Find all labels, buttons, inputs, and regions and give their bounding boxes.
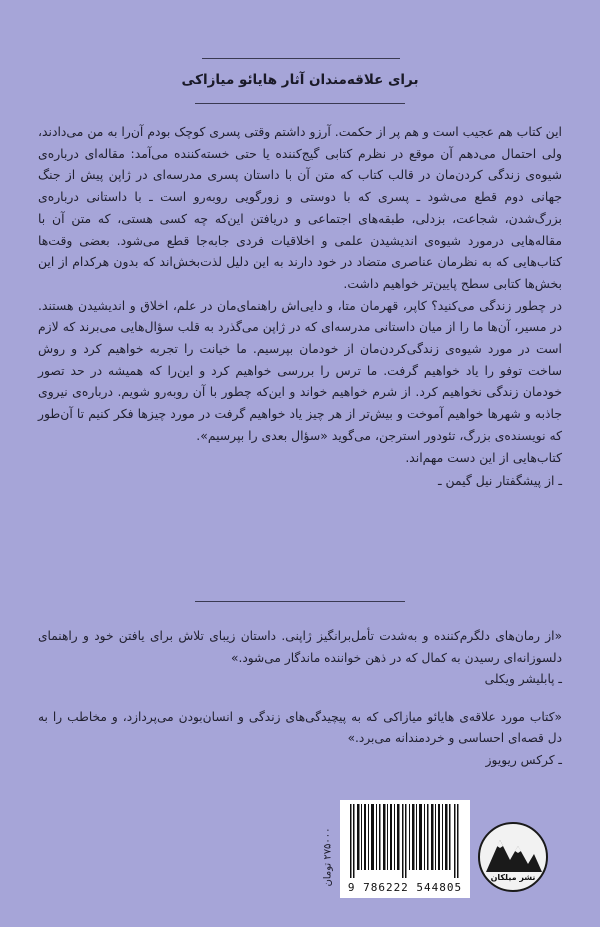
top-divider: [202, 58, 400, 59]
text-line: دریافتن این‌که چه کسی هستی، که متن آن با مقاله‌هایی درمورد شیوه‌ی اندیشیدن علمی و: [38, 210, 563, 248]
price-text: ۲۷۵۰۰۰ تومان: [322, 827, 334, 887]
text-line: خواند و این‌که چطور با آن روبه‌رو شویم. درباره‌ی نیروی جاذبه و شهرها خواهیم آموخت: [38, 384, 562, 422]
text-line: و بیش‌تر از هر چیز یاد خواهیم گرفت در مورد چیزها فکر کنیم تا آن‌طور که نویسنده‌ی: [38, 406, 562, 443]
text-line: خیانت را تجربه خواهیم کرد و روش ساخت توفو را یاد خواهیم گرفت. ما ترس را بررسی: [38, 341, 562, 378]
publisher-logo: [478, 822, 548, 892]
text-line: در چطور زندگی می‌کنید؟ کاپر، قهرمان متا، و دایی‌اش راهنمای‌مان در علم، اخلاق و: [129, 297, 562, 313]
text-line: کتاب‌هایی از این دست مهم‌اند.: [405, 449, 562, 465]
publisher-name: نشر میلکان: [490, 873, 536, 882]
text-line: خواهیم کرد و این‌را که همیشه در حد تصور خودمان زندگی نخواهیم کرد. از شرم خواهیم: [38, 362, 562, 400]
text-line: به من می‌دادند، ولی احتمال می‌دهم آن موقع در نظرم کتابی گیج‌کننده یا حتی خسته‌کننده: [38, 124, 562, 161]
intro-paragraph: [38, 121, 562, 295]
quote-publishers-weekly: [38, 626, 562, 691]
text-line: متضاد در خود دارند به این دلیل لذت‌بخش‌اند که بدون هرکدام از این بخش‌ها کتابی سطح: [38, 254, 562, 291]
middle-divider: [195, 601, 405, 602]
text-line: پایین‌تر خواهیم داشت.: [343, 275, 457, 291]
barcode-number: 9 786222 544805: [347, 881, 463, 894]
text-line: سؤال‌هایی می‌برند که لازم است در مورد شیوه‌ی زندگی‌کردن‌مان از خودمان بپرسیم. ما: [38, 319, 562, 357]
text-line: «از رمان‌های دلگرم‌کننده و به‌شدت تأمل‌برانگیز ژاپنی. داستان زیبای تلاش برای یافتن خود: [94, 629, 563, 643]
text-line: می‌آمد: مقاله‌ای درباره‌ی شیوه‌ی زندگی کردن‌مان در قالب کتاب که متن آن با داستان پسری: [38, 145, 562, 183]
text-line: «کتاب مورد علاقه‌ی هایائو میازاکی که به پیچیدگی‌های زندگی و انسان‌بودن می‌پردازد،: [122, 709, 562, 724]
text-line: مدرسه‌ای در ژاپن پیش از جنگ جهانی دوم قطع می‌شود ـ پسری که با دوستی و زورگویی: [38, 167, 562, 205]
text-line: این کتاب هم عجیب است و هم پر از حکمت. آرزو داشتم وقتی پسری کوچک بودم آن‌را: [121, 124, 562, 139]
quote-source: ـ کرکس ریویوز: [485, 752, 562, 767]
heading-divider: [195, 103, 405, 104]
main-text: [38, 121, 562, 492]
text-line: اخلاقیات فردی جابه‌جا قطع می‌شود. بعضی وقت‌ها کتاب‌هایی که به نظرمان عناصری: [38, 232, 562, 270]
review-quotes: [38, 626, 562, 771]
body-paragraph: [38, 295, 562, 469]
text-line: روبه‌رو است ـ با داستانی درباره‌ی بزرگ‌شدن، شجاعت، بزدلی، طبقه‌های اجتماعی و: [38, 189, 562, 226]
barcode: [340, 800, 470, 898]
quote-text: [38, 626, 562, 669]
text-line: اندیشیدن هستند. در مسیر، آن‌ها ما را از میان داستانی مدرسه‌ای که در ژاپن می‌گذرد به قلب: [38, 297, 562, 335]
text-line: بزرگ، تئودور استرجن، می‌گوید «سؤال بعدی را بپرسیم».: [196, 427, 491, 443]
preface-attribution: ـ از پیشگفتار نیل گیمن ـ: [437, 473, 562, 489]
text-line: و مخاطب را به دل قصه‌ای احساسی و خردمندانه می‌برد.»: [38, 709, 562, 745]
price-label: [318, 818, 338, 896]
text-line: و راهنمای دلسوزانه‌ای رسیدن به کمال که در ذهن خواننده ماندگار می‌شود.»: [38, 629, 562, 665]
quote-kirkus: [38, 707, 562, 772]
quote-text: [38, 707, 562, 750]
barcode-bars: [346, 804, 464, 878]
cover-heading: برای علاقه‌مندان آثار هایائو میازاکی: [181, 72, 419, 88]
quote-source: ـ پابلیشر ویکلی: [484, 672, 562, 686]
